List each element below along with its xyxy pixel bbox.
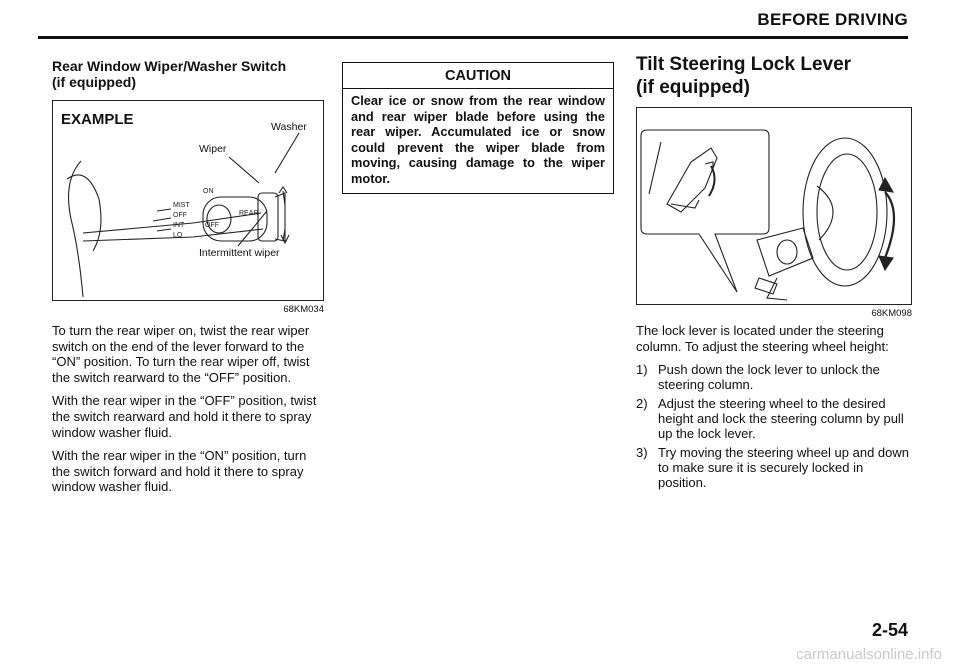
svg-text:LO: LO <box>173 232 183 239</box>
wiper-paragraph-1: To turn the rear wiper on, twist the rear wiper switch on the end of the lever forward to the “ON” position. To turn the rear wiper off, twist the switch rearward to the “OFF” position. <box>52 323 310 385</box>
svg-text:OFF: OFF <box>173 212 187 219</box>
intermittent-wiper-callout: Intermittent wiper <box>199 247 280 259</box>
tilt-section-title <box>636 53 912 99</box>
caution-box <box>342 62 614 194</box>
wiper-switch-figure <box>52 100 324 301</box>
tilt-title-line-1: Tilt Steering Lock Lever <box>636 54 852 75</box>
tilt-title-line-2: (if equipped) <box>636 77 750 98</box>
header-rule <box>38 36 908 39</box>
step-text: Try moving the steering wheel up and down to make sure it is securely locked in position. <box>658 445 909 491</box>
tilt-intro: The lock lever is located under the steering column. To adjust the steering wheel height: <box>636 323 889 354</box>
list-item <box>636 396 912 441</box>
tilt-steering-figure <box>636 107 912 305</box>
svg-text:MIST: MIST <box>173 202 190 209</box>
svg-text:INT: INT <box>173 222 185 229</box>
svg-text:REAR: REAR <box>239 210 259 217</box>
right-column <box>636 54 912 494</box>
step-text: Push down the lock lever to unlock the steering column. <box>658 362 880 393</box>
step-number: 2) <box>636 396 648 412</box>
svg-text:ON: ON <box>203 188 214 195</box>
wiper-title-line-1: Rear Window Wiper/Washer Switch <box>52 58 287 74</box>
caution-body: Clear ice or snow from the rear window and rear wiper blade before using the rear wiper. Accumulated ice or snow could prevent the wiper blade from moving, causing damage to the wiper motor. <box>351 93 605 186</box>
tilt-steps-list <box>636 362 912 490</box>
tilt-steering-illustration <box>637 108 911 304</box>
tilt-figure-code: 68KM098 <box>871 308 912 319</box>
header-title: BEFORE DRIVING <box>757 10 908 29</box>
step-number: 1) <box>636 362 648 378</box>
wiper-lever-illustration <box>53 101 323 300</box>
caution-heading: CAUTION <box>343 63 613 89</box>
wiper-paragraph-2: With the rear wiper in the “OFF” position, twist the switch rearward and hold it there to spray window washer fluid. <box>52 393 317 440</box>
wiper-figure-code: 68KM034 <box>283 304 324 315</box>
list-item <box>636 445 912 490</box>
svg-text:OFF: OFF <box>205 222 219 229</box>
washer-callout: Washer <box>271 121 307 133</box>
step-number: 3) <box>636 445 648 461</box>
watermark: carmanualsonline.info <box>796 646 942 663</box>
example-label: EXAMPLE <box>61 111 134 128</box>
step-text: Adjust the steering wheel to the desired height and lock the steering column by pull up the lock lever. <box>658 396 904 442</box>
wiper-title-line-2: (if equipped) <box>52 74 136 90</box>
list-item <box>636 362 912 392</box>
wiper-section-title <box>52 58 324 90</box>
wiper-paragraph-3: With the rear wiper in the “ON” position, turn the switch forward and hold it there to spray window washer fluid. <box>52 448 307 495</box>
left-column <box>52 58 324 495</box>
wiper-callout: Wiper <box>199 143 227 155</box>
middle-column <box>342 58 614 194</box>
page-number: 2-54 <box>871 620 908 640</box>
